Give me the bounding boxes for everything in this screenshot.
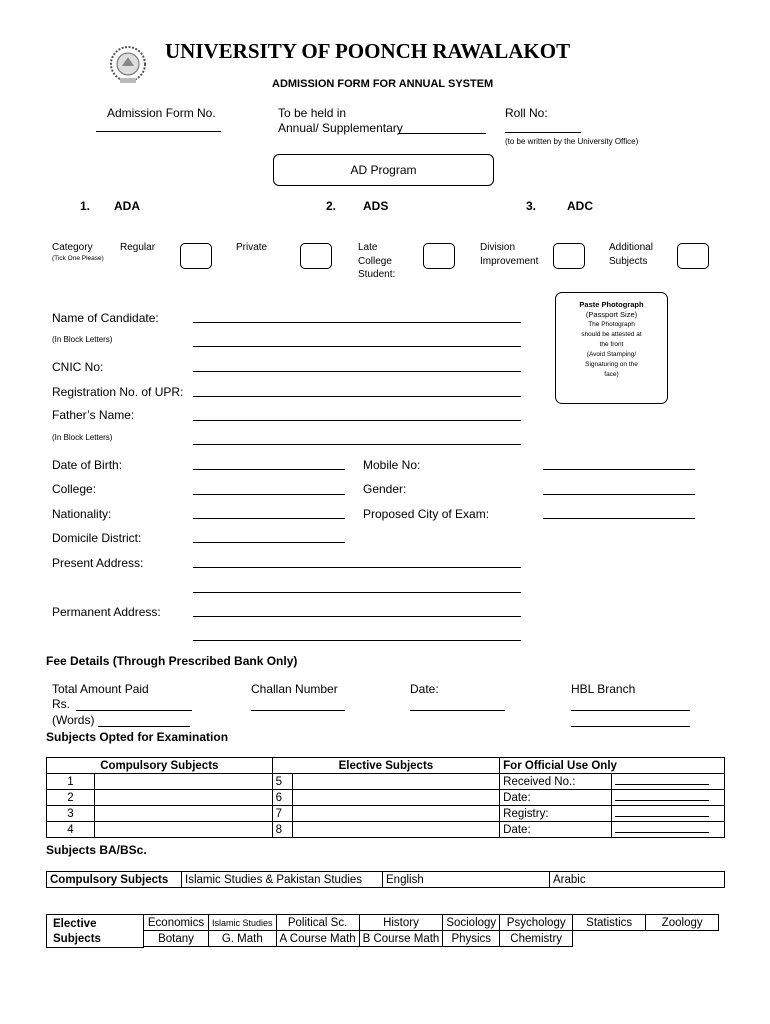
official-label: Registry: — [500, 806, 612, 822]
dob-label: Date of Birth: — [52, 458, 123, 472]
rs-field[interactable] — [76, 710, 192, 711]
category-additional-label-2: Subjects — [609, 256, 648, 267]
held-in-label-2: Annual/ Supplementary — [278, 121, 403, 135]
cnic-field[interactable] — [193, 371, 521, 372]
compulsory-cell[interactable] — [94, 774, 272, 790]
elective-num: 5 — [272, 774, 292, 790]
category-hint: (Tick One Please) — [52, 255, 104, 262]
father-name-label: Father’s Name: — [52, 408, 135, 422]
photo-box[interactable] — [555, 292, 668, 404]
domicile-label: Domicile District: — [52, 531, 142, 545]
elective-option[interactable]: Sociology — [443, 915, 500, 931]
university-name: UNIVERSITY OF POONCH RAWALAKOT — [165, 39, 571, 63]
ba-elective-label-2: Subjects — [53, 933, 101, 945]
cnic-label: CNIC No: — [52, 360, 104, 374]
program-2-label[interactable]: ADS — [363, 199, 389, 213]
registration-field[interactable] — [193, 396, 521, 397]
ba-compulsory-item: Arabic — [550, 872, 725, 888]
permanent-address-field-2[interactable] — [193, 640, 521, 641]
subjects-heading: Subjects Opted for Examination — [46, 730, 229, 744]
photo-size: (Passport Size) — [585, 310, 638, 319]
mobile-field[interactable] — [543, 469, 695, 470]
program-1-label[interactable]: ADA — [114, 199, 140, 213]
fee-date-field[interactable] — [410, 710, 505, 711]
compulsory-cell[interactable] — [94, 790, 272, 806]
exam-city-label: Proposed City of Exam: — [363, 507, 490, 521]
program-2-num: 2. — [326, 199, 337, 213]
compulsory-header: Compulsory Subjects — [47, 758, 273, 774]
registration-label: Registration No. of UPR: — [52, 385, 184, 399]
permanent-address-field[interactable] — [193, 616, 521, 617]
rs-label: Rs. — [52, 697, 70, 711]
college-label: College: — [52, 482, 97, 496]
held-in-field[interactable] — [398, 133, 486, 134]
permanent-address-label: Permanent Address: — [52, 605, 161, 619]
compulsory-num: 4 — [47, 822, 95, 838]
nationality-field[interactable] — [193, 518, 345, 519]
name-field-2[interactable] — [193, 346, 521, 347]
official-field[interactable] — [612, 774, 725, 790]
photo-line-2: should be attested at — [581, 331, 642, 338]
present-address-label: Present Address: — [52, 556, 144, 570]
ba-elective-label: Elective — [53, 918, 97, 930]
elective-cell[interactable] — [292, 822, 500, 838]
official-header: For Official Use Only — [500, 758, 725, 774]
fee-date-label: Date: — [410, 682, 439, 696]
elective-option[interactable]: B Course Math — [359, 931, 443, 947]
elective-option[interactable]: G. Math — [209, 931, 277, 947]
compulsory-cell[interactable] — [94, 806, 272, 822]
challan-field[interactable] — [251, 710, 345, 711]
program-3-num: 3. — [526, 199, 537, 213]
compulsory-cell[interactable] — [94, 822, 272, 838]
gender-field[interactable] — [543, 494, 695, 495]
fee-heading: Fee Details (Through Prescribed Bank Only) — [46, 654, 298, 668]
category-regular-checkbox[interactable] — [180, 243, 212, 269]
category-late-label: Late — [358, 242, 378, 253]
photo-line-3: the front — [599, 341, 624, 348]
roll-no-label: Roll No: — [505, 106, 548, 120]
present-address-field[interactable] — [193, 567, 521, 568]
words-label: (Words) — [52, 713, 95, 727]
photo-title: Paste Photograph — [579, 300, 644, 309]
university-logo — [108, 44, 148, 86]
compulsory-num: 2 — [47, 790, 95, 806]
ba-compulsory-item: Islamic Studies & Pakistan Studies — [182, 872, 383, 888]
photo-line-5: Signaturing on the — [585, 361, 638, 368]
program-1-num: 1. — [80, 199, 91, 213]
category-additional-label: Additional — [609, 242, 653, 253]
mobile-label: Mobile No: — [363, 458, 421, 472]
domicile-field[interactable] — [193, 542, 345, 543]
elective-num: 6 — [272, 790, 292, 806]
elective-option[interactable]: Chemistry — [500, 931, 573, 947]
roll-no-note: (to be written by the University Office) — [505, 137, 639, 146]
official-field[interactable] — [612, 822, 725, 838]
category-private-checkbox[interactable] — [300, 243, 332, 269]
challan-label: Challan Number — [251, 682, 338, 696]
category-late-label-2: College — [358, 256, 392, 267]
elective-cell[interactable] — [292, 790, 500, 806]
block-letters-note-2: (In Block Letters) — [52, 433, 113, 442]
elective-option[interactable]: History — [359, 915, 443, 931]
category-late-label-3: Student: — [358, 269, 396, 280]
gender-label: Gender: — [363, 482, 407, 496]
category-additional-checkbox[interactable] — [677, 243, 709, 269]
official-label: Received No.: — [500, 774, 612, 790]
exam-city-field[interactable] — [543, 518, 695, 519]
subjects-table — [46, 757, 725, 838]
nationality-label: Nationality: — [52, 507, 112, 521]
ba-compulsory-item: English — [383, 872, 550, 888]
compulsory-num: 3 — [47, 806, 95, 822]
official-field[interactable] — [612, 806, 725, 822]
ba-compulsory-label: Compulsory Subjects — [47, 872, 182, 888]
ba-compulsory-table — [46, 871, 725, 888]
ba-elective-table — [143, 914, 719, 947]
elective-option[interactable]: Psychology — [500, 915, 573, 931]
admission-form-no-label: Admission Form No. — [107, 106, 216, 120]
name-field[interactable] — [193, 322, 521, 323]
program-box: AD Program — [273, 154, 494, 186]
category-division-label: Division — [480, 242, 516, 253]
elective-option[interactable]: Botany — [144, 931, 209, 947]
category-regular-label: Regular — [120, 242, 156, 253]
present-address-field-2[interactable] — [193, 592, 521, 593]
block-letters-note-1: (In Block Letters) — [52, 335, 113, 344]
elective-option[interactable]: Economics — [144, 915, 209, 931]
official-label: Date: — [500, 790, 612, 806]
father-name-field[interactable] — [193, 420, 521, 421]
ba-heading: Subjects BA/BSc. — [46, 843, 147, 857]
photo-line-4: (Avoid Stamping/ — [586, 351, 637, 358]
held-in-label: To be held in — [278, 106, 347, 120]
elective-option[interactable]: Statistics — [573, 915, 646, 931]
elective-cell[interactable] — [292, 806, 500, 822]
admission-form-no-field[interactable] — [96, 131, 221, 132]
elective-header: Elective Subjects — [272, 758, 500, 774]
category-private-label: Private — [236, 242, 268, 253]
official-label: Date: — [500, 822, 612, 838]
photo-line-6: face) — [604, 371, 619, 378]
dob-field[interactable] — [193, 469, 345, 470]
elective-cell[interactable] — [292, 774, 500, 790]
elective-num: 8 — [272, 822, 292, 838]
total-amount-label: Total Amount Paid — [52, 682, 149, 696]
hbl-branch-field-2[interactable] — [571, 726, 690, 727]
category-late-checkbox[interactable] — [423, 243, 455, 269]
category-label: Category — [52, 242, 93, 253]
father-name-field-2[interactable] — [193, 444, 521, 445]
category-division-label-2: Improvement — [480, 256, 539, 267]
official-field[interactable] — [612, 790, 725, 806]
hbl-branch-label: HBL Branch — [571, 682, 636, 696]
photo-line-1: The Photograph — [588, 321, 635, 328]
elective-option[interactable]: Physics — [443, 931, 500, 947]
name-label: Name of Candidate: — [52, 311, 159, 325]
elective-option[interactable]: Zoology — [646, 915, 719, 931]
roll-no-field[interactable] — [505, 132, 581, 133]
words-field[interactable] — [98, 726, 190, 727]
compulsory-num: 1 — [47, 774, 95, 790]
college-field[interactable] — [193, 494, 345, 495]
elective-option[interactable]: Islamic Studies — [209, 915, 277, 931]
ba-elective-label-box — [46, 914, 144, 948]
elective-num: 7 — [272, 806, 292, 822]
category-division-checkbox[interactable] — [553, 243, 585, 269]
form-title: ADMISSION FORM FOR ANNUAL SYSTEM — [272, 78, 494, 90]
elective-option[interactable]: Political Sc. — [276, 915, 359, 931]
elective-option[interactable]: A Course Math — [276, 931, 359, 947]
hbl-branch-field[interactable] — [571, 710, 690, 711]
program-3-label[interactable]: ADC — [567, 199, 593, 213]
